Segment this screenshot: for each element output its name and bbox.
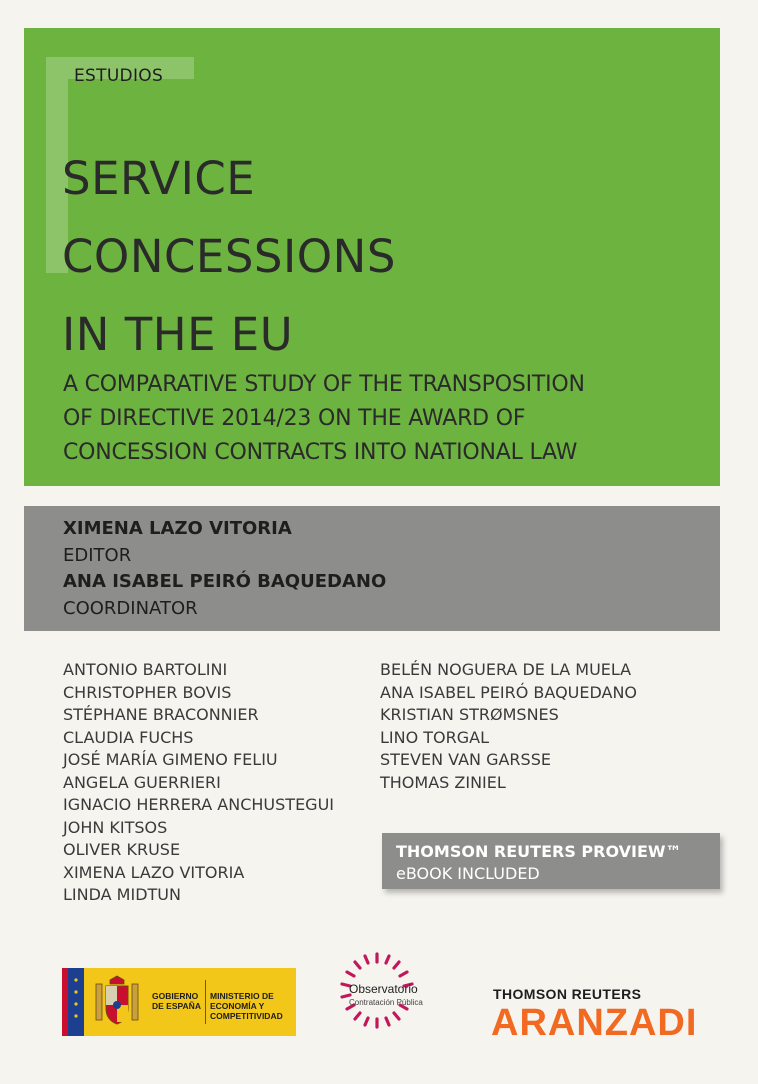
author-name: CLAUDIA FUCHS [63,727,194,747]
author-name: KRISTIAN STRØMSNES [380,705,559,724]
author-name: JOHN KITSOS [63,817,168,837]
author-name: LINO TORGAL [380,727,490,747]
author-name: LINDA MIDTUN [63,885,181,904]
ministry-label: MINISTERIO DE ECONOMÍA Y COMPETITIVIDAD [210,991,283,1021]
author-name: THOMAS ZINIEL [380,772,506,792]
authors-list-right [380,659,637,794]
logo-divider [205,980,206,1024]
subtitle-line: OF DIRECTIVE 2014/23 ON THE AWARD OF [63,406,526,431]
observatorio-name: Observatorio [349,982,418,996]
editor-name: XIMENA LAZO VITORIA [63,518,292,539]
author-name: ANA ISABEL PEIRÓ BAQUEDANO [380,682,638,702]
book-subtitle [63,368,713,470]
subtitle-line: A COMPARATIVE STUDY OF THE TRANSPOSITION [63,372,585,397]
author-name: OLIVER KRUSE [63,840,181,859]
observatorio-subtitle: Contratación Pública [349,998,423,1007]
proview-badge [382,833,720,889]
author-name: ANTONIO BARTOLINI [63,660,228,679]
authors-list-left [63,659,334,907]
book-title-line: SERVICE [62,152,256,205]
book-title-line: CONCESSIONS [62,230,396,283]
proview-subtitle: eBOOK INCLUDED [396,864,540,883]
author-name: IGNACIO HERRERA ANCHUSTEGUI [63,795,334,814]
author-name: ANGELA GUERRIERI [63,772,221,792]
subtitle-line: CONCESSION CONTRACTS INTO NATIONAL LAW [63,440,578,465]
book-title [62,140,702,374]
government-logo [62,968,296,1036]
publisher-name: THOMSON REUTERS [493,986,642,1002]
coat-of-arms-icon [90,974,144,1030]
proview-title: THOMSON REUTERS PROVIEW™ [396,842,682,861]
author-name: STEVEN VAN GARSSE [380,750,551,769]
author-name: STÉPHANE BRACONNIER [63,705,259,724]
collection-label: ESTUDIOS [74,66,164,86]
eu-stars-icon [68,968,84,1036]
coordinator-name: ANA ISABEL PEIRÓ BAQUEDANO [63,571,387,592]
publisher-imprint: ARANZADI [491,1002,698,1044]
author-name: XIMENA LAZO VITORIA [63,862,245,882]
author-name: CHRISTOPHER BOVIS [63,682,232,702]
author-name: JOSÉ MARÍA GIMENO FELIU [63,750,278,769]
editor-role: EDITOR [63,545,132,566]
government-label: GOBIERNO DE ESPAÑA [152,991,201,1011]
book-title-line: IN THE EU [62,308,294,361]
author-name: BELÉN NOGUERA DE LA MUELA [380,660,632,679]
eu-flag-stripe [62,968,84,1036]
coordinator-role: COORDINATOR [63,598,198,619]
